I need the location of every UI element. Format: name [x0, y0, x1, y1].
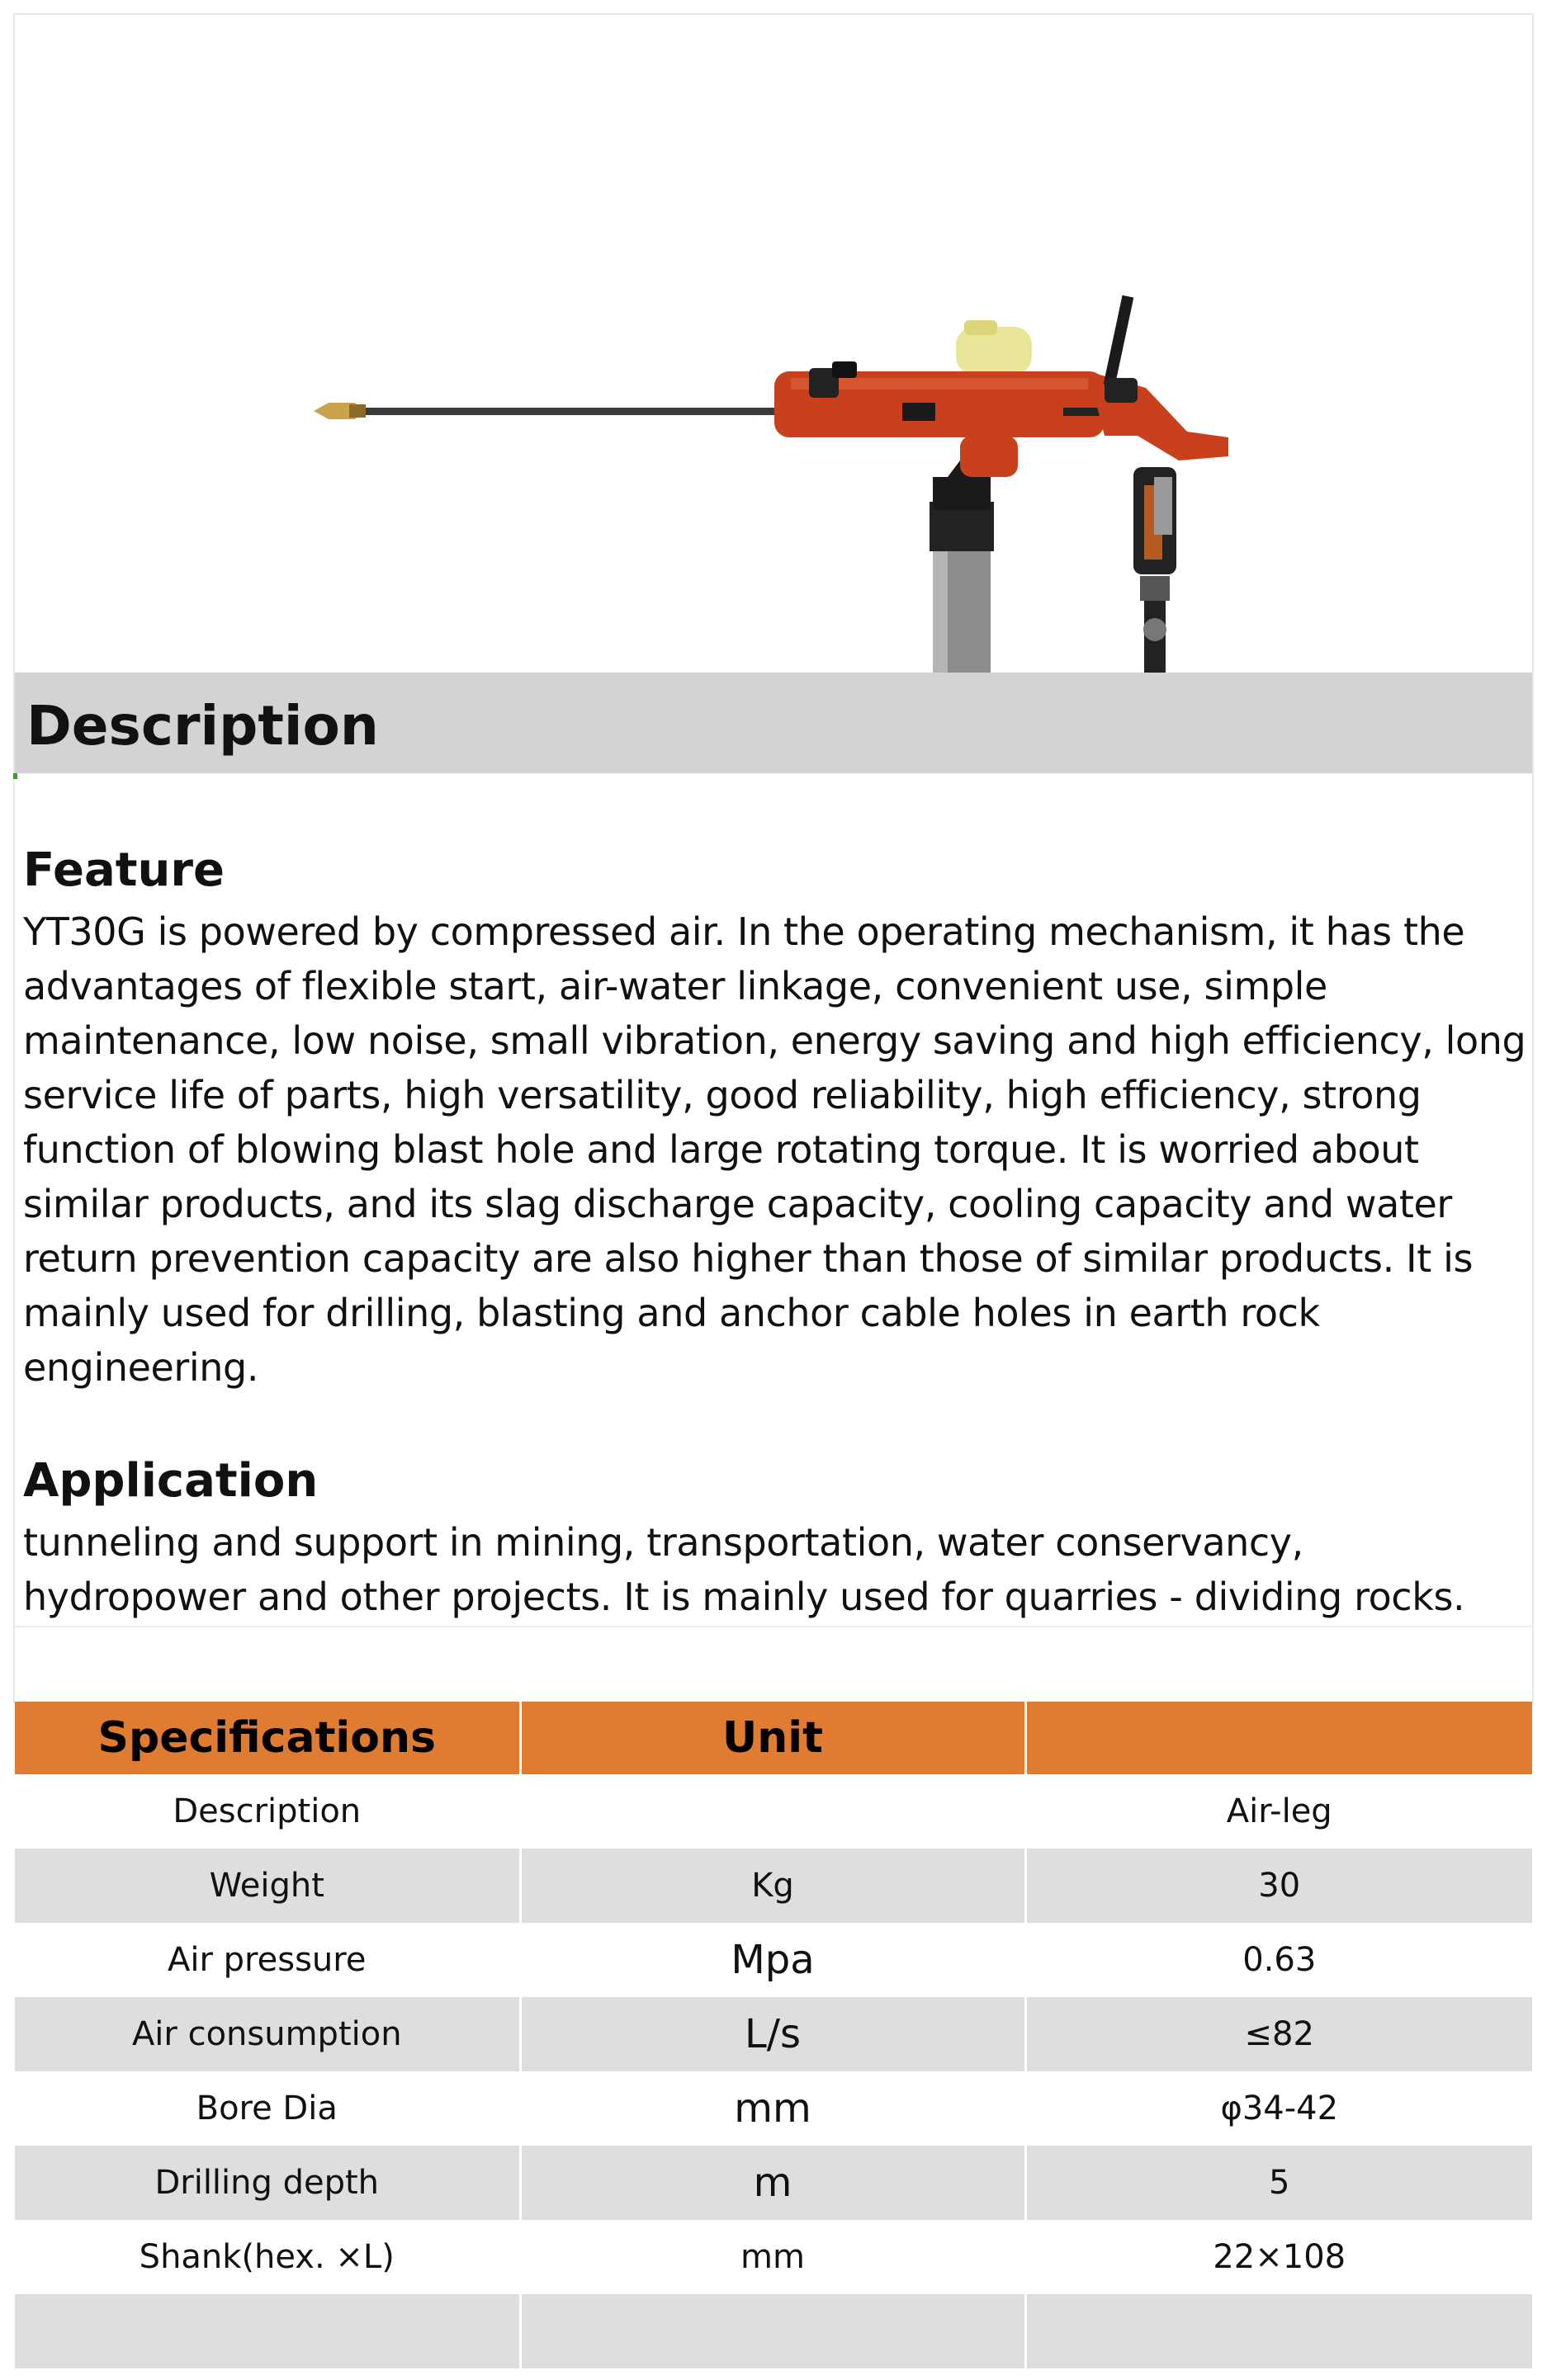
description-header-bar [15, 673, 1532, 773]
spec-value: 22×108 [1213, 2238, 1346, 2276]
spec-unit: L/s [520, 1997, 1025, 2071]
header-value [1025, 1702, 1532, 1774]
table-row [15, 1923, 1532, 1997]
table-row [15, 2294, 1532, 2368]
spec-name: Air consumption [15, 1997, 520, 2071]
spec-value [1025, 2294, 1532, 2368]
spec-unit: m [520, 2146, 1025, 2220]
application-text: tunneling and support in mining, transportation, water conservancy, hydropower and other projects. It is mainly used for quarries - dividing rocks. [23, 1520, 1465, 1619]
specifications-table [15, 1702, 1532, 2368]
decorative-marker [13, 773, 17, 779]
spec-unit [520, 2294, 1025, 2368]
section-divider [15, 1626, 1532, 1627]
spec-value: 0.63 [1242, 1941, 1317, 1979]
spec-unit [520, 1774, 1025, 1849]
spec-unit: Mpa [520, 1923, 1025, 1997]
spec-name: Bore Dia [15, 2071, 520, 2146]
spec-name: Shank(hex. ×L) [15, 2220, 520, 2294]
rock-drill-illustration [15, 15, 1532, 673]
table-row [15, 2071, 1532, 2146]
spec-name: Air pressure [15, 1923, 520, 1997]
spec-value: φ34-42 [1220, 2090, 1339, 2127]
table-row [15, 2146, 1532, 2220]
spec-value: 30 [1025, 1849, 1532, 1923]
spec-value: 5 [1025, 2146, 1532, 2220]
spec-name [15, 2294, 520, 2368]
header-unit: Unit [520, 1702, 1025, 1774]
header-specifications: Specifications [15, 1702, 520, 1774]
spec-unit: mm [520, 2220, 1025, 2294]
table-header-row [15, 1702, 1532, 1774]
application-heading: Application [23, 1454, 319, 1508]
table-row [15, 1997, 1532, 2071]
table-row [15, 2220, 1532, 2294]
spec-name: Drilling depth [15, 2146, 520, 2220]
spec-name: Weight [15, 1849, 520, 1923]
product-image [15, 15, 1532, 673]
spec-unit: Kg [520, 1849, 1025, 1923]
table-row [15, 1849, 1532, 1923]
table-row [15, 1774, 1532, 1849]
feature-text: YT30G is powered by compressed air. In the operating mechanism, it has the advantages of flexible start, air-water linkage, convenient use, simple maintenance, low noise, small vibration, energy saving and high efficiency, long service life of parts, high versatility, good reliability, high efficiency, strong function of blowing blast hole and large rotating torque. It is worried about similar products, and its slag discharge capacity, cooling capacity and water return prevention capacity are also higher than those of similar products. It is mainly used for drilling, blasting and anchor cable holes in earth rock engineering. [23, 909, 1526, 1390]
feature-heading: Feature [23, 843, 225, 897]
spec-value: ≤82 [1025, 1997, 1532, 2071]
spec-name: Description [15, 1774, 520, 1849]
description-title: Description [26, 694, 379, 758]
spec-value: Air-leg [1226, 1792, 1332, 1830]
spec-unit: mm [520, 2071, 1025, 2146]
